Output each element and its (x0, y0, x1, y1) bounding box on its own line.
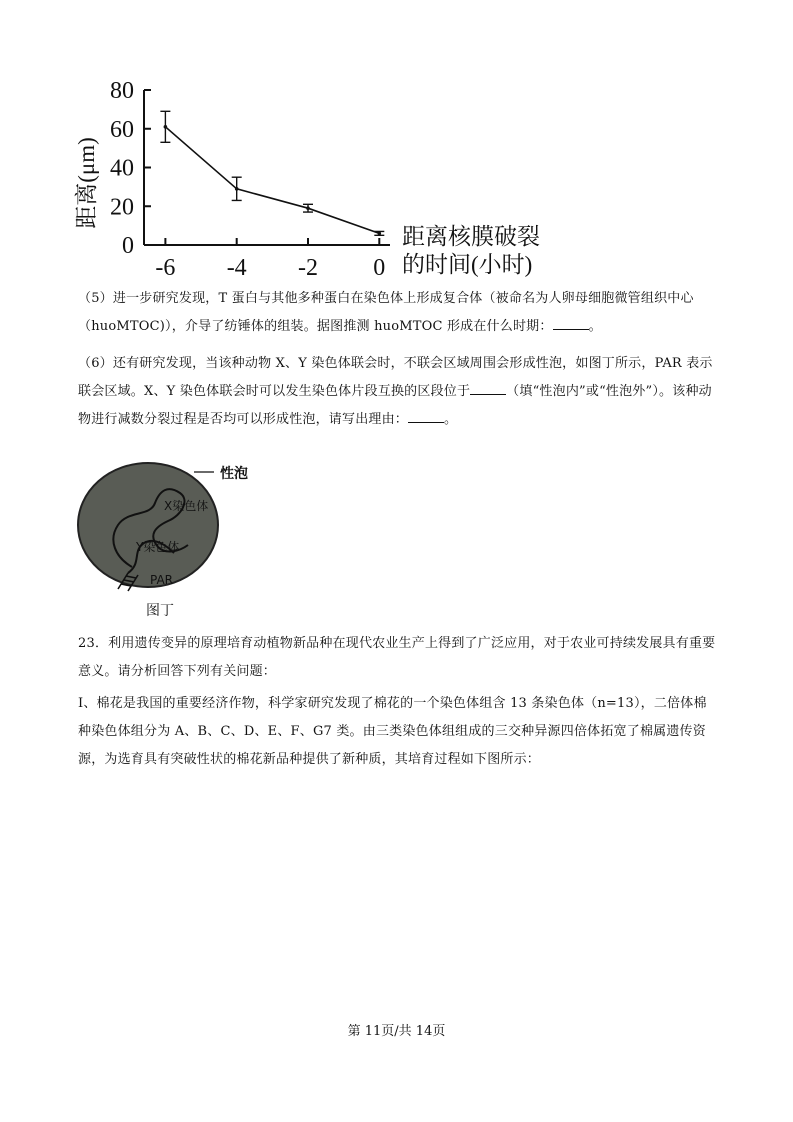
x-axis (144, 238, 390, 281)
question-5-text: （5）进一步研究发现，T 蛋白与其他多种蛋白在染色体上形成复合体（被命名为人卵母细胞微管组织中心（huoMTOC)），介导了纺锤体的组装。据图推测 huoMTOC 形成在什么时期： (78, 291, 694, 334)
question-23-part-1: Ⅰ、棉花是我国的重要经济作物，科学家研究发现了棉花的一个染色体组含 13 条染色体（n=13），二倍体棉种染色体组分为 A、B、C、D、E、F、G7 类。由三类染色体组组成的三交种异源四倍体拓宽了棉属遗传资源，为选育具有突破性状的棉花新品种提供了新种质，其培育过程如下图所示： (78, 696, 707, 767)
label-x-chromosome: X染色体 (164, 499, 209, 513)
question-6-text: （6）还有研究发现，当该种动物 X、Y 染色体联会时，不联会区域周围会形成性泡，如图丁所示，PAR 表示联会区域。X、Y 染色体联会时可以发生染色体片段互换的区段位于 (78, 356, 713, 399)
data-series (160, 111, 384, 235)
label-sex-vesicle: 性泡 (220, 466, 248, 482)
data-point (378, 232, 382, 236)
y-tick-label: 20 (110, 194, 134, 221)
series-line (165, 127, 379, 234)
x-axis-label-line1: 距离核膜破裂 (402, 224, 540, 249)
x-tick-label: 0 (373, 255, 386, 281)
x-tick-label: -4 (226, 255, 247, 281)
distance-time-line-chart (60, 78, 580, 288)
question-6: （6）还有研究发现，当该种动物 X、Y 染色体联会时，不联会区域周围会形成性泡，如图丁所示，PAR 表示联会区域。X、Y 染色体联会时可以发生染色体片段互换的区段位于 （填“性泡内”或“性泡外”）。该种动物进行减数分裂过程是否均可以形成性泡，请写出理由： 。 (78, 356, 713, 427)
y-tick-label: 0 (122, 233, 134, 259)
y-tick-label: 60 (110, 116, 134, 143)
page-footer: 第 11页/共 14页 (347, 1024, 446, 1039)
x-tick-label: -2 (298, 255, 318, 281)
data-point (235, 187, 239, 191)
x-axis-label-line2: 的时间(小时) (402, 252, 533, 277)
data-point (164, 125, 168, 129)
label-par: PAR (150, 573, 174, 587)
x-tick-label: -6 (155, 255, 176, 281)
label-y-chromosome: Y染色体 (136, 540, 180, 554)
answer-blank-6b[interactable] (408, 408, 444, 423)
question-5: （5）进一步研究发现，T 蛋白与其他多种蛋白在染色体上形成复合体（被命名为人卵母细胞微管组织中心（huoMTOC)），介导了纺锤体的组装。据图推测 huoMTOC 形成在什么时期： 。 (78, 291, 694, 334)
sex-vesicle-circle (78, 463, 218, 587)
y-axis (110, 78, 151, 259)
figure-caption: 图丁 (146, 603, 174, 619)
question-23-intro: 23．利用遗传变异的原理培育动植物新品种在现代农业生产上得到了广泛应用，对于农业可持续发展具有重要意义。请分析回答下列有关问题： (78, 636, 716, 679)
y-axis-label: 距离(μm) (74, 137, 99, 229)
answer-blank-6a[interactable] (470, 380, 506, 395)
y-tick-label: 80 (110, 78, 134, 104)
answer-blank-5[interactable] (553, 315, 589, 330)
y-tick-label: 40 (110, 155, 134, 182)
data-point (306, 206, 310, 210)
